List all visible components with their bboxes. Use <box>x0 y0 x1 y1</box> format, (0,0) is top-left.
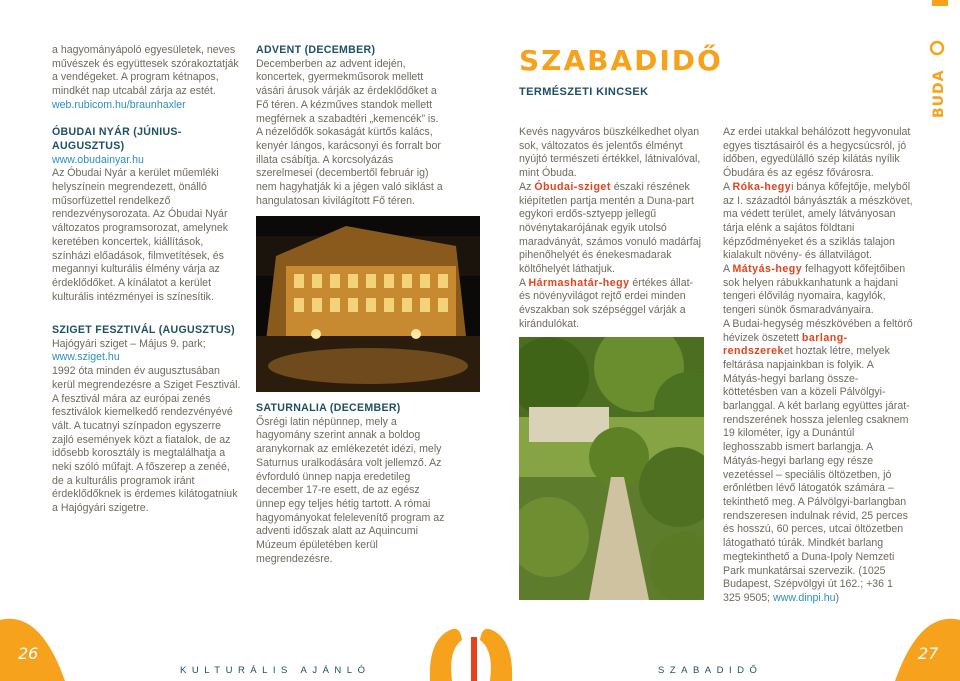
sziget-place: Hajógyári sziget – Május 9. park; <box>52 337 206 350</box>
logo-o-mark <box>931 42 943 54</box>
forest-path-illustration <box>519 337 704 600</box>
footer-decoration <box>0 600 960 681</box>
right-swoosh <box>480 629 512 681</box>
intro-link[interactable]: web.rubicom.hu/braunhaxler <box>52 98 186 111</box>
closing-paren: ) <box>835 591 840 604</box>
saturnalia-text: Ősrégi latin népünnep, mely a hagyomány szerint annak a boldog aranykornak az emlékezetét idézi, mely Saturnus uralkodására volt jellemző. Az évforduló ünnep napja eredetileg december 17-re esett, de az egész ünnep egy teljes hétig tartott. A római hagyományokat felelevenítő program az adventi időszak alatt az Aquincumi Múzeum épületében kerül megrendezésre. <box>256 415 445 565</box>
roka-hegy-text: i bánya kőfejtője, melyből az I. századtól bányászták a mészkövet, ma védett terület, amely látványosan tárja elénk a sajátos földtani képződményeket és a sziklás talajon kialakult növény- és állatvilágot. <box>723 180 913 262</box>
hill-paragraph: Az erdei utakkal behálózott hegyvonulat egyes tisztásairól és a hegycsúcsról, jó időben, egyedülálló szép kilátás nyílik Óbudára és az egész fővárosra. <box>723 126 911 180</box>
text-prefix: Az <box>519 180 535 193</box>
matyas-hegy-paragraph <box>723 263 913 318</box>
obudai-nyar-text: Az Óbudai Nyár a kerület műemléki helyszínein megrendezett, önálló műsorfüzettel rendelkező rendezvénysorozata. Az Óbudai Nyár változatos programsorozat, amelynek keretében koncertek, kiállítások, színházi előadások, filmvetítések, és megannyi kulturális élmény várja az érdeklődőket. A kínálatot a kerület kulturális intézményei is színesítik. <box>52 167 229 303</box>
page-number-right: 27 <box>918 644 939 663</box>
advent-text: Decemberben az advent idején, koncertek, gyermekműsorok mellett vásári árusok várják az érdeklődőket a Fő téren. A kézműves standok mellett megférnek a szabadtéri „kemencék” is. A nézelődők sokaságát kürtős kalács, kenyér lángos, karácsonyi és forralt bor illata csábítja. A korcsolyázás szerelmesei (decembertől február ig) nem hagyhatják ki a jégen való siklást a hangulatosan kivilágított Fő téren. <box>256 57 443 207</box>
second-column <box>256 44 446 208</box>
obudai-sziget-paragraph <box>519 181 707 277</box>
page-number-left: 26 <box>18 644 39 663</box>
obudai-sziget-highlight: Óbudai-sziget <box>534 180 611 193</box>
sziget-link[interactable]: www.sziget.hu <box>52 351 120 364</box>
intro-paragraph: Kevés nagyváros büszkélkedhet olyan sok, változatos és jelentős élményt nyújtó természeti értékkel, látnivalóval, mint Óbuda. <box>519 126 701 180</box>
dinpi-link[interactable]: www.dinpi.hu <box>773 591 836 604</box>
forest-path-photo <box>519 337 704 600</box>
barlang-highlight: barlang-rendszerek <box>723 331 848 358</box>
harmashatar-paragraph <box>519 277 707 332</box>
intro-text: a hagyományápoló egyesületek, neves művészek és együttesek szórakoztatják a vendégeket. A program kétnapos, mindkét nap utcabál zárja az estét. <box>52 44 239 98</box>
saturnalia-heading: SATURNALIA (DECEMBER) <box>256 402 401 414</box>
harmashatar-highlight: Hármashatár-hegy <box>528 276 630 289</box>
obuda-logo <box>928 40 948 120</box>
obudai-nyar-link[interactable]: www.obudainyar.hu <box>52 153 144 166</box>
night-square-illustration <box>256 216 480 392</box>
sziget-heading: SZIGET FESZTIVÁL (AUGUSZTUS) <box>52 324 235 337</box>
harmashatar-text: értékes állat- és növényvilágot rejtő erdei minden évszakban sok szépséggel várják a kirándulókat. <box>519 276 694 330</box>
barlang-text: et hoztak létre, melyek feltárása napjainkban is folyik. A Mátyás-hegyi barlang össze-köttetésben van a közeli Pálvölgyi-barlanggal. A két barlang együttes járat-rendszerének hossza jelenleg csaknem 19 kilométer, így a Dunántúl leghosszabb ismert barlangja. A Mátyás-hegyi barlang egy része vezetéssel – speciális öltözetben, jó erőnlétben lévő látogatók számára – tekinthető meg. A Pálvölgyi-barlangban rendszeresen indulnak révid, 25 perces és hosszú, 60 perces, utcai öltözetben látogatható túrák. Mindkét barlang megtekinthető a Duna-Ipoly Nemzeti Park munkatársai szervezik. (1025 Budapest, Szépvölgyi út 162.; +36 1 325 9505; <box>723 345 910 604</box>
barlang-paragraph <box>723 318 913 606</box>
section-subtitle: TERMÉSZETI KINCSEK <box>519 86 649 98</box>
fo-ter-night-photo <box>256 216 480 392</box>
advent-heading: ADVENT (DECEMBER) <box>256 44 376 56</box>
page-title: SZABADIDŐ <box>519 44 723 77</box>
text-prefix: A <box>723 180 733 193</box>
logo-text: BUDA <box>931 69 947 118</box>
matyas-hegy-text: felhagyott kőfejtőiben sok helyen rábukkanhatunk a hajdani tengeri élővilág nyomaira, kagylók, tengeri sünök ősmaradványaira. <box>723 263 906 317</box>
text-prefix: A <box>723 263 733 276</box>
left-swoosh <box>430 629 462 681</box>
center-bar <box>471 637 477 681</box>
roka-hegy-highlight: Róka-hegy <box>732 180 792 193</box>
third-column <box>519 126 707 332</box>
top-accent-bar <box>932 0 948 6</box>
text-prefix: A Budai-hegység mészkövében a feltörő hévizek öszetett <box>723 317 913 344</box>
matyas-hegy-highlight: Mátyás-hegy <box>732 263 803 276</box>
saturnalia-block <box>256 402 446 566</box>
left-column <box>52 44 242 516</box>
obudai-nyar-heading: ÓBUDAI NYÁR (JÚNIUS-AUGUSZTUS) <box>52 126 182 152</box>
roka-hegy-paragraph <box>723 181 913 263</box>
sziget-text: 1992 óta minden év augusztusában kerül megrendezésre a Sziget Fesztivál. A fesztivál mára az európai zenés fesztiválok kiemelkedő rendezvényévé vált. A tucatnyi színpadon egyszerre zajló események közt a fiatalok, de az idősebb korosztály is megtalálhatja a neki szóló műfajt. A főszerep a zenéé, de a kulturális programok iránt érdeklődőknek is érdemes kilátogatniuk a Hajógyári szigetre. <box>52 365 241 515</box>
footer-label-left: KULTURÁLIS AJÁNLÓ <box>180 665 371 676</box>
obudai-sziget-text: északi részének kiépítetlen partja mentén a Duna-part egykori erdős-sztyepp jellegű növénytakarójának egyik utolsó maradványát, számos vonuló madárfaj pihenőhelyét és énekesmadarak költőhelyét láthatjuk. <box>519 180 701 276</box>
footer-label-right: SZABADIDŐ <box>658 665 763 676</box>
text-prefix: A <box>519 276 529 289</box>
fourth-column <box>723 126 913 606</box>
